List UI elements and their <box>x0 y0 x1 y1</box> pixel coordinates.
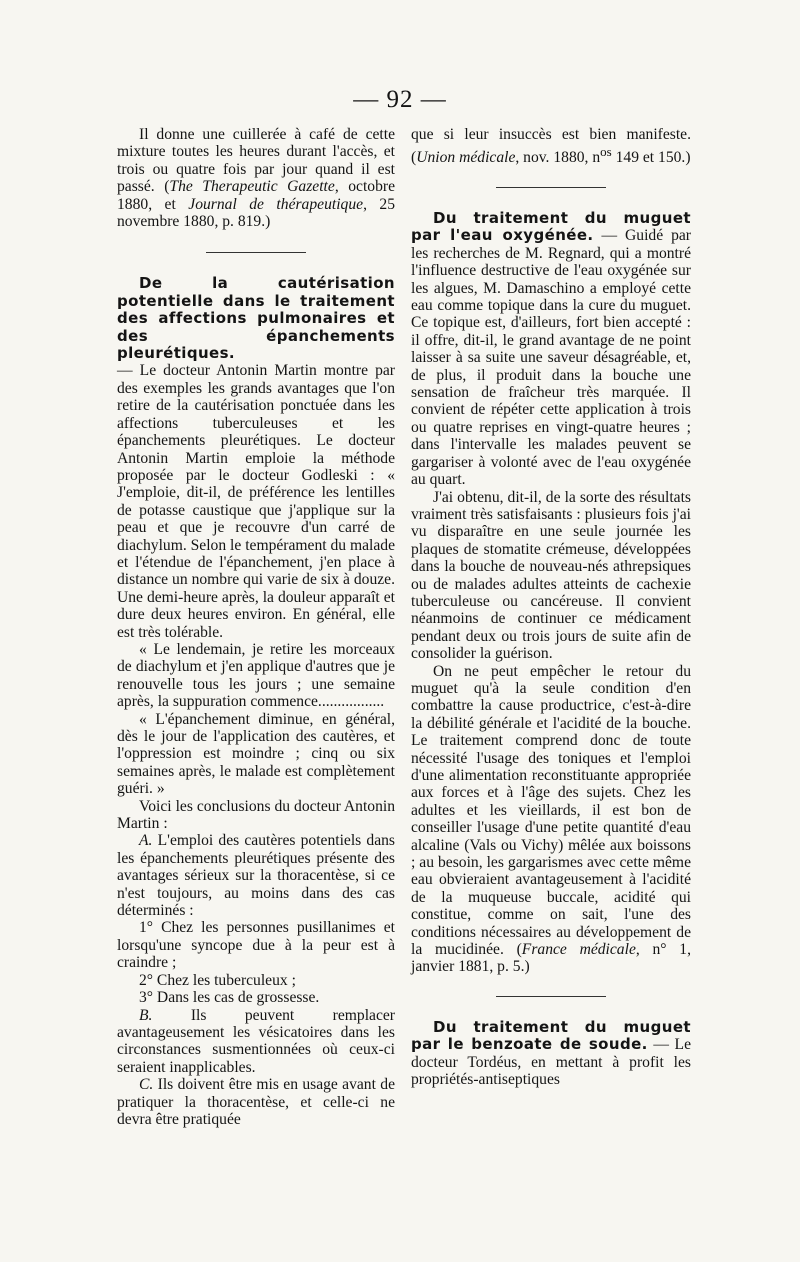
paragraph: « L'épanchement diminue, en général, dès le jour de l'application des cautères, et l'oppression est moindre ; cinq ou six semaines après, le malade est complètement guéri. » <box>117 710 395 798</box>
sub-item: 1° Chez les personnes pusillanimes et lorsqu'une syncope due à la peur est à craindre ; <box>117 919 395 972</box>
paragraph: Voici les conclusions du docteur Antonin Martin : <box>117 797 395 833</box>
paragraph: « Le lendemain, je retire les morceaux de diachylum et j'en applique d'autres que je renouvelle tous les jours ; une semaine après, la suppuration commence................. <box>117 640 395 711</box>
continued-paragraph: que si leur insuccès est bien manifeste. (Union médicale, nov. 1880, $n^{os}$ 149 et 150.) <box>411 126 691 167</box>
section-heading: Du traitement du muguet par le benzoate de soude. <box>411 1017 691 1054</box>
section-paragraph: Du traitement du muguet par l'eau oxygénée. — Guidé par les recherches de M. Regnard, qui a montré l'influence destructive de l'eau oxygénée sur les algues, M. Damaschino a employé cette eau comme topique dans la cure du muguet. Ce topique est, d'ailleurs, fort bien accepté : il offre, dit-il, le grand avantage de ne point laisser à sa suite une saveur désagréable, et, de plus, il produit dans la bouche une sensation de fraîcheur très marquée. Il convient de répéter cette application à trois ou quatre reprises en vingt-quatre heures ; dans l'intervalle les malades peuvent se gargariser à volonté avec de l'eau oxygénée au quart. <box>411 209 691 489</box>
conclusion-item: A. L'emploi des cautères potentiels dans les épanchements pleurétiques présente des avantages sérieux sur la thoracentèse, si ce n'est toujours, au moins dans des cas déterminés : <box>117 832 395 920</box>
intro-paragraph: Il donne une cuillerée à café de cette mixture toutes les heures durant l'accès, et trois ou quatre fois par jour quand il est passé. (The Therapeutic Gazette, octobre 1880, et Journal de thérapeutique, 25 novembre 1880, p. 819.) <box>117 126 396 231</box>
section-divider <box>496 187 606 188</box>
paragraph: On ne peut empêcher le retour du muguet qu'à la seule condition d'en combattre la cause productrice, c'est-à-dire la débilité générale et l'acidité de la bouche. Le traitement comprend donc de toute nécessité l'usage des toniques et l'emploi d'une alimentation reconstituante appropriée aux forces et à l'âge des sujets. Chez les adultes et les vieillards, il est bon de conseiller l'usage d'une petite quantité d'eau alcaline (Vals ou Vichy) mêlée aux boissons ; au besoin, les gargarismes avec cette même eau obvieraient avantageusement à l'acidité de la muqueuse buccale, acidité qui constitue, comme on sait, l'une des conditions nécessaires au développement de la mucidinée. (France médicale, n° 1, janvier 1881, p. 5.) <box>411 662 691 976</box>
conclusion-item: B. Ils peuvent remplacer avantageusement les vésicatoires dans les circonstances susmentionnées où ceux-ci seraient inapplicables. <box>117 1006 395 1076</box>
conclusion-item: C. Ils doivent être mis en usage avant de pratiquer la thoracentèse, et celle-ci ne devra être pratiquée <box>117 1076 395 1128</box>
section-divider <box>496 996 606 997</box>
sub-item: 2° Chez les tuberculeux ; <box>139 971 296 989</box>
sub-item: 3° Dans les cas de grossesse. <box>139 989 320 1007</box>
citation-title: Union médicale <box>416 149 516 167</box>
page-number: — 92 — <box>353 86 447 113</box>
section-heading: De la cautérisation potentielle dans le traitement des affections pulmonaires et des épanchements pleurétiques. <box>117 274 395 363</box>
section-divider <box>206 252 306 253</box>
paragraph: J'ai obtenu, dit-il, de la sorte des résultats vraiment très satisfaisants : plusieurs fois j'ai vu disparaître en une seule journée les plaques de stomatite crémeuse, développées dans la bouche de nouveau-nés athrepsiques ou de malades adultes atteints de cachexie tuberculeuse ou cancéreuse. Il convient néanmoins de continuer ce médicament pendant deux ou trois jours de suite afin de consolider la guérison. <box>411 488 691 663</box>
left-column <box>117 126 395 1128</box>
section-heading: Du traitement du muguet par l'eau oxygénée. <box>411 209 691 245</box>
citation-title: The Therapeutic Gazette <box>169 178 335 196</box>
paragraph: — Le docteur Antonin Martin montre par des exemples les grands avantages que l'on retire de la cautérisation ponctuée dans les affections tuberculeuses et les épanchements pleurétiques. Le docteur Antonin Martin emploie la méthode proposée par le docteur Godleski : « J'emploie, dit-il, de préférence les lentilles de potasse caustique que j'applique sur la peau et que je recouvre d'un carré de diachylum. Selon le tempérament du malade et l'étendue de l'épanchement, j'en place à distance un nombre qui varie de six à douze. Une demi-heure après, la douleur apparaît et dure deux heures environ. En général, elle est très tolérable. <box>117 362 395 641</box>
section-paragraph: Du traitement du muguet par le benzoate de soude. — Le docteur Tordéus, en mettant à profit les propriétés-antiseptiques <box>411 1017 691 1089</box>
citation-title: Journal de thérapeutique <box>188 195 364 213</box>
right-column <box>411 126 691 1089</box>
citation-title: France médicale <box>521 941 636 959</box>
